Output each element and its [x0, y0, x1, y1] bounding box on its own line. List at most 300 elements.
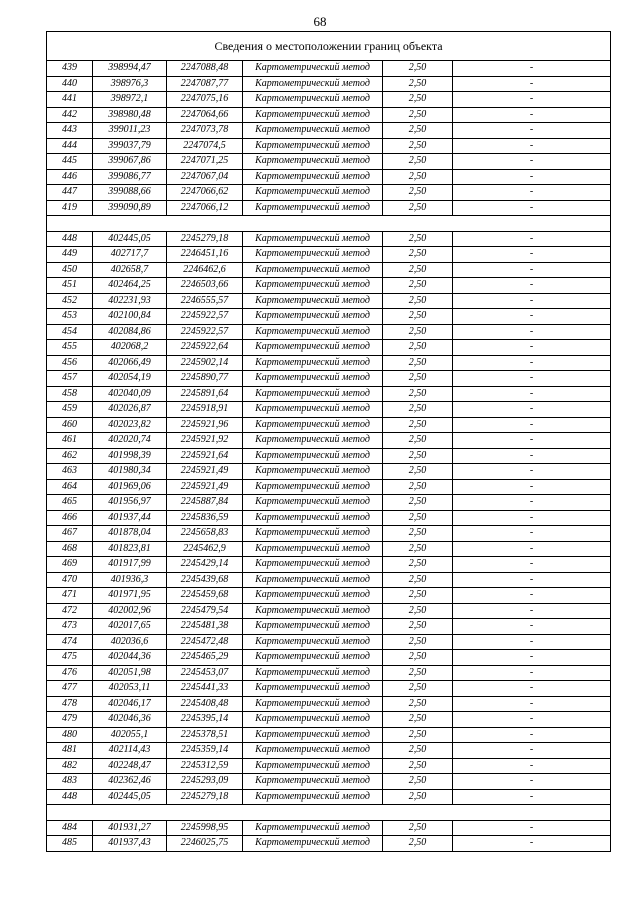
table-row — [47, 200, 611, 216]
point-number-cell: 482 — [47, 758, 93, 774]
x-coordinate-cell: 402046,17 — [93, 696, 167, 712]
accuracy-cell: 2,50 — [383, 774, 453, 790]
x-coordinate-cell: 402066,49 — [93, 355, 167, 371]
block-separator-row — [47, 805, 611, 821]
x-coordinate-cell: 401917,99 — [93, 557, 167, 573]
table-row — [47, 650, 611, 666]
point-number-cell: 461 — [47, 433, 93, 449]
y-coordinate-cell: 2245279,18 — [167, 231, 243, 247]
x-coordinate-cell: 402017,65 — [93, 619, 167, 635]
method-cell: Картометрический метод — [243, 464, 383, 480]
method-cell: Картометрический метод — [243, 200, 383, 216]
table-row — [47, 758, 611, 774]
y-coordinate-cell: 2245395,14 — [167, 712, 243, 728]
x-coordinate-cell: 401878,04 — [93, 526, 167, 542]
x-coordinate-cell: 399088,66 — [93, 185, 167, 201]
accuracy-cell: 2,50 — [383, 634, 453, 650]
description-cell: - — [453, 309, 611, 325]
table-row — [47, 386, 611, 402]
boundary-coordinates-table — [46, 31, 611, 852]
accuracy-cell: 2,50 — [383, 200, 453, 216]
method-cell: Картометрический метод — [243, 262, 383, 278]
y-coordinate-cell: 2246503,66 — [167, 278, 243, 294]
x-coordinate-cell: 399086,77 — [93, 169, 167, 185]
table-row — [47, 324, 611, 340]
x-coordinate-cell: 402020,74 — [93, 433, 167, 449]
method-cell: Картометрический метод — [243, 526, 383, 542]
table-row — [47, 371, 611, 387]
description-cell: - — [453, 417, 611, 433]
x-coordinate-cell: 398972,1 — [93, 92, 167, 108]
table-row — [47, 402, 611, 418]
table-row — [47, 743, 611, 759]
description-cell: - — [453, 836, 611, 852]
y-coordinate-cell: 2245459,68 — [167, 588, 243, 604]
y-coordinate-cell: 2245378,51 — [167, 727, 243, 743]
block-separator-row — [47, 216, 611, 232]
x-coordinate-cell: 402040,09 — [93, 386, 167, 402]
method-cell: Картометрический метод — [243, 293, 383, 309]
table-body — [47, 32, 611, 852]
description-cell: - — [453, 510, 611, 526]
point-number-cell: 483 — [47, 774, 93, 790]
description-cell: - — [453, 293, 611, 309]
table-row — [47, 572, 611, 588]
x-coordinate-cell: 401998,39 — [93, 448, 167, 464]
y-coordinate-cell: 2245462,9 — [167, 541, 243, 557]
point-number-cell: 448 — [47, 789, 93, 805]
accuracy-cell: 2,50 — [383, 231, 453, 247]
y-coordinate-cell: 2245465,29 — [167, 650, 243, 666]
table-row — [47, 774, 611, 790]
description-cell: - — [453, 402, 611, 418]
point-number-cell: 485 — [47, 836, 93, 852]
method-cell: Картометрический метод — [243, 76, 383, 92]
accuracy-cell: 2,50 — [383, 107, 453, 123]
table-row — [47, 138, 611, 154]
table-row — [47, 262, 611, 278]
accuracy-cell: 2,50 — [383, 743, 453, 759]
description-cell: - — [453, 526, 611, 542]
accuracy-cell: 2,50 — [383, 495, 453, 511]
method-cell: Картометрический метод — [243, 619, 383, 635]
table-row — [47, 727, 611, 743]
method-cell: Картометрический метод — [243, 836, 383, 852]
table-row — [47, 603, 611, 619]
table-row — [47, 665, 611, 681]
point-number-cell: 463 — [47, 464, 93, 480]
accuracy-cell: 2,50 — [383, 402, 453, 418]
description-cell: - — [453, 123, 611, 139]
point-number-cell: 460 — [47, 417, 93, 433]
point-number-cell: 479 — [47, 712, 93, 728]
y-coordinate-cell: 2247075,16 — [167, 92, 243, 108]
description-cell: - — [453, 231, 611, 247]
description-cell: - — [453, 355, 611, 371]
point-number-cell: 445 — [47, 154, 93, 170]
accuracy-cell: 2,50 — [383, 169, 453, 185]
description-cell: - — [453, 92, 611, 108]
method-cell: Картометрический метод — [243, 665, 383, 681]
x-coordinate-cell: 401969,06 — [93, 479, 167, 495]
accuracy-cell: 2,50 — [383, 76, 453, 92]
accuracy-cell: 2,50 — [383, 603, 453, 619]
method-cell: Картометрический метод — [243, 650, 383, 666]
table-header-row — [47, 32, 611, 61]
accuracy-cell: 2,50 — [383, 340, 453, 356]
method-cell: Картометрический метод — [243, 557, 383, 573]
point-number-cell: 467 — [47, 526, 93, 542]
y-coordinate-cell: 2245921,64 — [167, 448, 243, 464]
description-cell: - — [453, 76, 611, 92]
description-cell: - — [453, 262, 611, 278]
y-coordinate-cell: 2245479,54 — [167, 603, 243, 619]
description-cell: - — [453, 154, 611, 170]
table-row — [47, 541, 611, 557]
table-row — [47, 479, 611, 495]
accuracy-cell: 2,50 — [383, 619, 453, 635]
y-coordinate-cell: 2245918,91 — [167, 402, 243, 418]
point-number-cell: 442 — [47, 107, 93, 123]
y-coordinate-cell: 2247064,66 — [167, 107, 243, 123]
table-row — [47, 61, 611, 77]
y-coordinate-cell: 2245902,14 — [167, 355, 243, 371]
x-coordinate-cell: 401980,34 — [93, 464, 167, 480]
y-coordinate-cell: 2246462,6 — [167, 262, 243, 278]
x-coordinate-cell: 399067,86 — [93, 154, 167, 170]
method-cell: Картометрический метод — [243, 789, 383, 805]
point-number-cell: 474 — [47, 634, 93, 650]
point-number-cell: 441 — [47, 92, 93, 108]
point-number-cell: 456 — [47, 355, 93, 371]
description-cell: - — [453, 820, 611, 836]
accuracy-cell: 2,50 — [383, 355, 453, 371]
y-coordinate-cell: 2245279,18 — [167, 789, 243, 805]
table-row — [47, 309, 611, 325]
point-number-cell: 419 — [47, 200, 93, 216]
table-row — [47, 340, 611, 356]
method-cell: Картометрический метод — [243, 820, 383, 836]
table-row — [47, 247, 611, 263]
x-coordinate-cell: 401937,44 — [93, 510, 167, 526]
description-cell: - — [453, 107, 611, 123]
point-number-cell: 453 — [47, 309, 93, 325]
method-cell: Картометрический метод — [243, 123, 383, 139]
table-row — [47, 154, 611, 170]
method-cell: Картометрический метод — [243, 479, 383, 495]
y-coordinate-cell: 2247067,04 — [167, 169, 243, 185]
method-cell: Картометрический метод — [243, 138, 383, 154]
table-row — [47, 448, 611, 464]
point-number-cell: 478 — [47, 696, 93, 712]
accuracy-cell: 2,50 — [383, 836, 453, 852]
description-cell: - — [453, 541, 611, 557]
y-coordinate-cell: 2245472,48 — [167, 634, 243, 650]
description-cell: - — [453, 619, 611, 635]
point-number-cell: 477 — [47, 681, 93, 697]
method-cell: Картометрический метод — [243, 340, 383, 356]
x-coordinate-cell: 402445,05 — [93, 789, 167, 805]
y-coordinate-cell: 2247088,48 — [167, 61, 243, 77]
table-row — [47, 185, 611, 201]
description-cell: - — [453, 634, 611, 650]
description-cell: - — [453, 433, 611, 449]
description-cell: - — [453, 185, 611, 201]
y-coordinate-cell: 2245921,92 — [167, 433, 243, 449]
point-number-cell: 449 — [47, 247, 93, 263]
method-cell: Картометрический метод — [243, 712, 383, 728]
point-number-cell: 459 — [47, 402, 93, 418]
description-cell: - — [453, 727, 611, 743]
method-cell: Картометрический метод — [243, 402, 383, 418]
y-coordinate-cell: 2245453,07 — [167, 665, 243, 681]
y-coordinate-cell: 2245887,84 — [167, 495, 243, 511]
point-number-cell: 448 — [47, 231, 93, 247]
table-row — [47, 495, 611, 511]
y-coordinate-cell: 2245921,49 — [167, 464, 243, 480]
method-cell: Картометрический метод — [243, 169, 383, 185]
accuracy-cell: 2,50 — [383, 712, 453, 728]
accuracy-cell: 2,50 — [383, 247, 453, 263]
method-cell: Картометрический метод — [243, 541, 383, 557]
y-coordinate-cell: 2247071,25 — [167, 154, 243, 170]
x-coordinate-cell: 401936,3 — [93, 572, 167, 588]
table-row — [47, 820, 611, 836]
method-cell: Картометрический метод — [243, 61, 383, 77]
x-coordinate-cell: 402051,98 — [93, 665, 167, 681]
method-cell: Картометрический метод — [243, 231, 383, 247]
x-coordinate-cell: 401823,81 — [93, 541, 167, 557]
point-number-cell: 466 — [47, 510, 93, 526]
description-cell: - — [453, 681, 611, 697]
x-coordinate-cell: 402717,7 — [93, 247, 167, 263]
y-coordinate-cell: 2245293,09 — [167, 774, 243, 790]
point-number-cell: 472 — [47, 603, 93, 619]
description-cell: - — [453, 696, 611, 712]
y-coordinate-cell: 2245481,38 — [167, 619, 243, 635]
y-coordinate-cell: 2245922,64 — [167, 340, 243, 356]
table-row — [47, 836, 611, 852]
method-cell: Картометрический метод — [243, 681, 383, 697]
description-cell: - — [453, 138, 611, 154]
description-cell: - — [453, 200, 611, 216]
method-cell: Картометрический метод — [243, 154, 383, 170]
method-cell: Картометрический метод — [243, 495, 383, 511]
x-coordinate-cell: 402053,11 — [93, 681, 167, 697]
accuracy-cell: 2,50 — [383, 681, 453, 697]
point-number-cell: 457 — [47, 371, 93, 387]
accuracy-cell: 2,50 — [383, 309, 453, 325]
table-row — [47, 169, 611, 185]
table-row — [47, 634, 611, 650]
description-cell: - — [453, 448, 611, 464]
x-coordinate-cell: 402445,05 — [93, 231, 167, 247]
point-number-cell: 450 — [47, 262, 93, 278]
table-row — [47, 557, 611, 573]
y-coordinate-cell: 2245922,57 — [167, 309, 243, 325]
description-cell: - — [453, 588, 611, 604]
accuracy-cell: 2,50 — [383, 541, 453, 557]
point-number-cell: 444 — [47, 138, 93, 154]
x-coordinate-cell: 401971,95 — [93, 588, 167, 604]
y-coordinate-cell: 2245921,49 — [167, 479, 243, 495]
description-cell: - — [453, 774, 611, 790]
point-number-cell: 481 — [47, 743, 93, 759]
accuracy-cell: 2,50 — [383, 386, 453, 402]
y-coordinate-cell: 2245891,64 — [167, 386, 243, 402]
accuracy-cell: 2,50 — [383, 417, 453, 433]
accuracy-cell: 2,50 — [383, 464, 453, 480]
y-coordinate-cell: 2245359,14 — [167, 743, 243, 759]
point-number-cell: 464 — [47, 479, 93, 495]
x-coordinate-cell: 402658,7 — [93, 262, 167, 278]
accuracy-cell: 2,50 — [383, 650, 453, 666]
accuracy-cell: 2,50 — [383, 371, 453, 387]
accuracy-cell: 2,50 — [383, 293, 453, 309]
point-number-cell: 484 — [47, 820, 93, 836]
x-coordinate-cell: 402026,87 — [93, 402, 167, 418]
accuracy-cell: 2,50 — [383, 138, 453, 154]
point-number-cell: 440 — [47, 76, 93, 92]
x-coordinate-cell: 399037,79 — [93, 138, 167, 154]
method-cell: Картометрический метод — [243, 758, 383, 774]
table-row — [47, 293, 611, 309]
point-number-cell: 469 — [47, 557, 93, 573]
description-cell: - — [453, 789, 611, 805]
point-number-cell: 447 — [47, 185, 93, 201]
table-row — [47, 123, 611, 139]
accuracy-cell: 2,50 — [383, 324, 453, 340]
x-coordinate-cell: 401937,43 — [93, 836, 167, 852]
x-coordinate-cell: 402084,86 — [93, 324, 167, 340]
accuracy-cell: 2,50 — [383, 154, 453, 170]
point-number-cell: 454 — [47, 324, 93, 340]
description-cell: - — [453, 386, 611, 402]
accuracy-cell: 2,50 — [383, 665, 453, 681]
point-number-cell: 475 — [47, 650, 93, 666]
accuracy-cell: 2,50 — [383, 820, 453, 836]
point-number-cell: 451 — [47, 278, 93, 294]
accuracy-cell: 2,50 — [383, 92, 453, 108]
table-row — [47, 231, 611, 247]
point-number-cell: 462 — [47, 448, 93, 464]
method-cell: Картометрический метод — [243, 92, 383, 108]
table-row — [47, 278, 611, 294]
point-number-cell: 455 — [47, 340, 93, 356]
accuracy-cell: 2,50 — [383, 433, 453, 449]
y-coordinate-cell: 2246025,75 — [167, 836, 243, 852]
point-number-cell: 452 — [47, 293, 93, 309]
accuracy-cell: 2,50 — [383, 727, 453, 743]
method-cell: Картометрический метод — [243, 696, 383, 712]
method-cell: Картометрический метод — [243, 247, 383, 263]
accuracy-cell: 2,50 — [383, 526, 453, 542]
method-cell: Картометрический метод — [243, 417, 383, 433]
x-coordinate-cell: 402362,46 — [93, 774, 167, 790]
method-cell: Картометрический метод — [243, 727, 383, 743]
description-cell: - — [453, 61, 611, 77]
x-coordinate-cell: 402068,2 — [93, 340, 167, 356]
x-coordinate-cell: 398980,48 — [93, 107, 167, 123]
y-coordinate-cell: 2245890,77 — [167, 371, 243, 387]
x-coordinate-cell: 402055,1 — [93, 727, 167, 743]
page-number: 68 — [313, 14, 327, 29]
table-row — [47, 789, 611, 805]
method-cell: Картометрический метод — [243, 355, 383, 371]
accuracy-cell: 2,50 — [383, 123, 453, 139]
x-coordinate-cell: 402464,25 — [93, 278, 167, 294]
method-cell: Картометрический метод — [243, 603, 383, 619]
y-coordinate-cell: 2245408,48 — [167, 696, 243, 712]
method-cell: Картометрический метод — [243, 572, 383, 588]
method-cell: Картометрический метод — [243, 433, 383, 449]
y-coordinate-cell: 2245922,57 — [167, 324, 243, 340]
table-title: Сведения о местоположении границ объекта — [47, 32, 611, 61]
x-coordinate-cell: 402023,82 — [93, 417, 167, 433]
description-cell: - — [453, 603, 611, 619]
method-cell: Картометрический метод — [243, 278, 383, 294]
x-coordinate-cell: 402231,93 — [93, 293, 167, 309]
table-row — [47, 588, 611, 604]
table-row — [47, 510, 611, 526]
accuracy-cell: 2,50 — [383, 588, 453, 604]
table-row — [47, 355, 611, 371]
x-coordinate-cell: 402044,36 — [93, 650, 167, 666]
y-coordinate-cell: 2245441,33 — [167, 681, 243, 697]
block-separator-cell — [47, 216, 611, 232]
method-cell: Картометрический метод — [243, 448, 383, 464]
table-row — [47, 681, 611, 697]
x-coordinate-cell: 399011,23 — [93, 123, 167, 139]
accuracy-cell: 2,50 — [383, 572, 453, 588]
description-cell: - — [453, 495, 611, 511]
description-cell: - — [453, 572, 611, 588]
table-row — [47, 417, 611, 433]
table-row — [47, 526, 611, 542]
accuracy-cell: 2,50 — [383, 61, 453, 77]
point-number-cell: 468 — [47, 541, 93, 557]
y-coordinate-cell: 2246555,57 — [167, 293, 243, 309]
point-number-cell: 470 — [47, 572, 93, 588]
method-cell: Картометрический метод — [243, 185, 383, 201]
point-number-cell: 443 — [47, 123, 93, 139]
method-cell: Картометрический метод — [243, 510, 383, 526]
accuracy-cell: 2,50 — [383, 278, 453, 294]
method-cell: Картометрический метод — [243, 588, 383, 604]
point-number-cell: 465 — [47, 495, 93, 511]
description-cell: - — [453, 557, 611, 573]
point-number-cell: 471 — [47, 588, 93, 604]
accuracy-cell: 2,50 — [383, 758, 453, 774]
table-row — [47, 92, 611, 108]
method-cell: Картометрический метод — [243, 386, 383, 402]
accuracy-cell: 2,50 — [383, 510, 453, 526]
accuracy-cell: 2,50 — [383, 557, 453, 573]
x-coordinate-cell: 401956,97 — [93, 495, 167, 511]
accuracy-cell: 2,50 — [383, 262, 453, 278]
y-coordinate-cell: 2247066,12 — [167, 200, 243, 216]
description-cell: - — [453, 371, 611, 387]
description-cell: - — [453, 712, 611, 728]
description-cell: - — [453, 650, 611, 666]
table-row — [47, 712, 611, 728]
method-cell: Картометрический метод — [243, 774, 383, 790]
y-coordinate-cell: 2245429,14 — [167, 557, 243, 573]
y-coordinate-cell: 2245836,59 — [167, 510, 243, 526]
accuracy-cell: 2,50 — [383, 448, 453, 464]
x-coordinate-cell: 402036,6 — [93, 634, 167, 650]
point-number-cell: 458 — [47, 386, 93, 402]
